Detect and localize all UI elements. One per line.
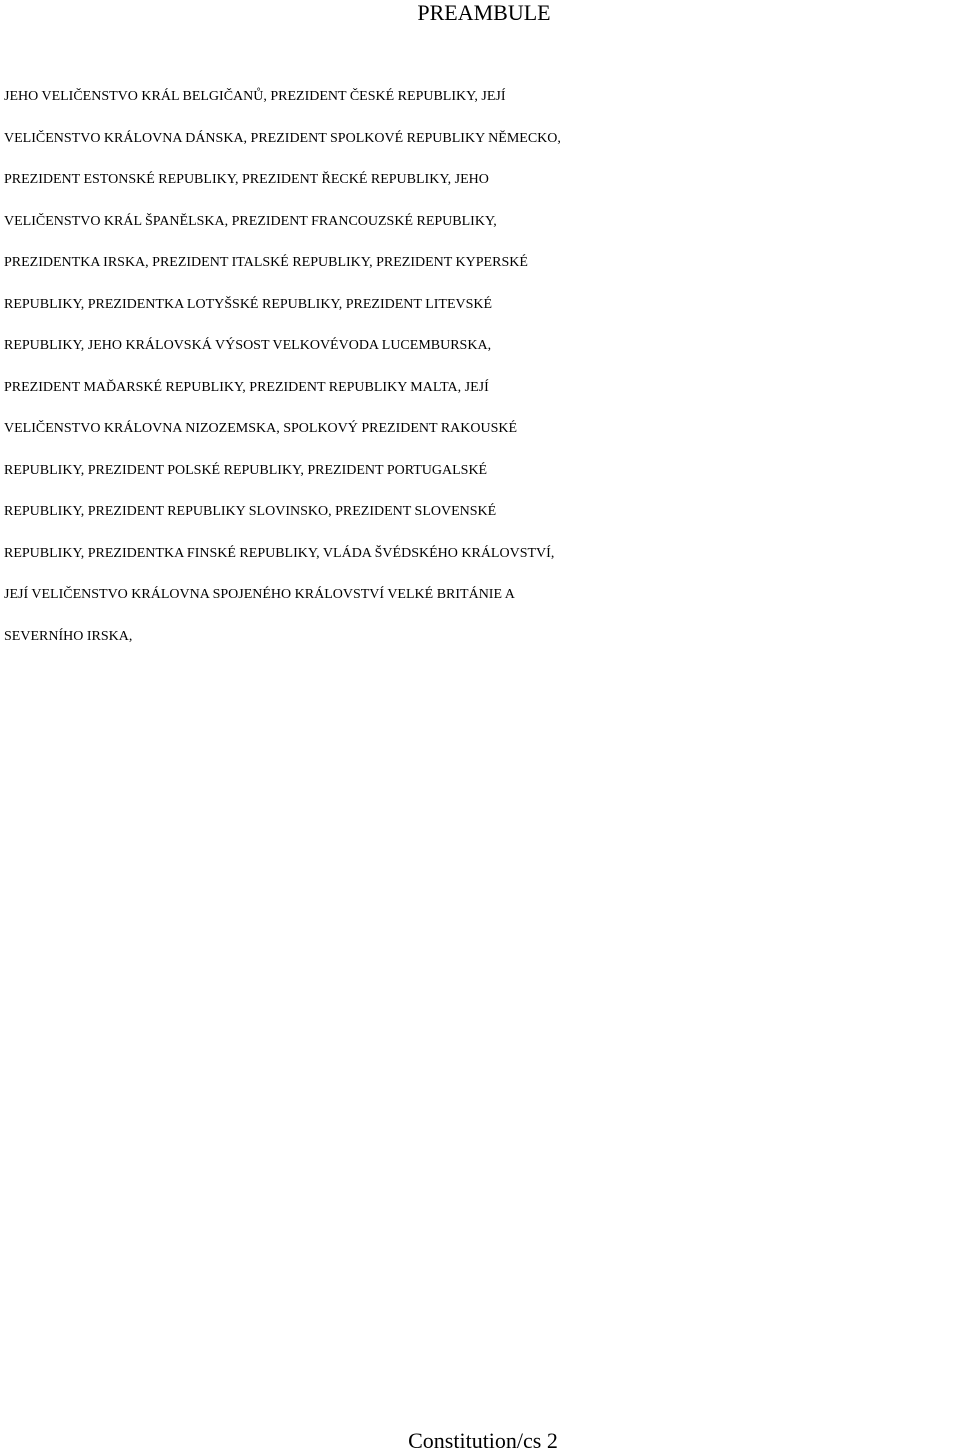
text-line: REPUBLIKY, PREZIDENTKA LOTYŠSKÉ REPUBLIKY, PREZIDENT LITEVSKÉ — [4, 296, 493, 312]
page-footer: Constitution/cs 2 — [408, 1428, 558, 1453]
text-line: SEVERNÍHO IRSKA, — [4, 628, 133, 644]
text-line: JEJÍ VELIČENSTVO KRÁLOVNA SPOJENÉHO KRÁLOVSTVÍ VELKÉ BRITÁNIE A — [4, 587, 515, 602]
text-line: PREZIDENT ESTONSKÉ REPUBLIKY, PREZIDENT ŘECKÉ REPUBLIKY, JEHO — [4, 172, 489, 187]
text-line: REPUBLIKY, PREZIDENTKA FINSKÉ REPUBLIKY, VLÁDA ŠVÉDSKÉHO KRÁLOVSTVÍ, — [4, 545, 555, 561]
text-line: REPUBLIKY, JEHO KRÁLOVSKÁ VÝSOST VELKOVÉVODA LUCEMBURSKA, — [4, 338, 492, 353]
text-line: REPUBLIKY, PREZIDENT POLSKÉ REPUBLIKY, PREZIDENT PORTUGALSKÉ — [4, 462, 488, 478]
text-line: PREZIDENT MAĎARSKÉ REPUBLIKY, PREZIDENT REPUBLIKY MALTA, JEJÍ — [4, 379, 489, 395]
text-line: JEHO VELIČENSTVO KRÁL BELGIČANŮ, PREZIDENT ČESKÉ REPUBLIKY, JEJÍ — [4, 89, 506, 104]
page-heading: PREAMBULE — [417, 0, 551, 25]
text-line: VELIČENSTVO KRÁL ŠPANĚLSKA, PREZIDENT FRANCOUZSKÉ REPUBLIKY, — [4, 213, 497, 229]
text-line: REPUBLIKY, PREZIDENT REPUBLIKY SLOVINSKO, PREZIDENT SLOVENSKÉ — [4, 504, 497, 519]
text-line: PREZIDENTKA IRSKA, PREZIDENT ITALSKÉ REPUBLIKY, PREZIDENT KYPERSKÉ — [4, 255, 528, 270]
preamble-paragraph — [4, 76, 960, 657]
text-line: VELIČENSTVO KRÁLOVNA DÁNSKA, PREZIDENT SPOLKOVÉ REPUBLIKY NĚMECKO, — [4, 130, 561, 146]
text-line: VELIČENSTVO KRÁLOVNA NIZOZEMSKA, SPOLKOVÝ PREZIDENT RAKOUSKÉ — [4, 421, 518, 436]
